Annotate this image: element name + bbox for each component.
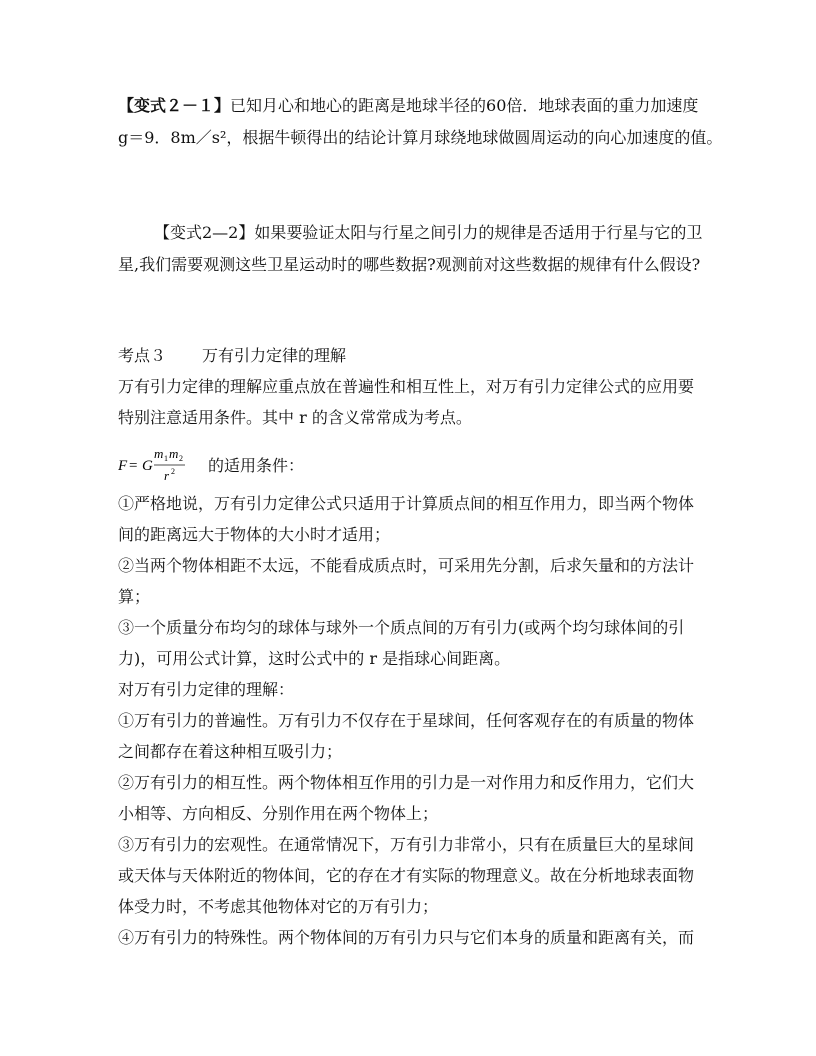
understanding-line-6: 或天体与天体附近的物体间，它的存在才有实际的物理意义。故在分析地球表面物	[118, 866, 695, 885]
variant-2-2-line-1	[154, 223, 702, 243]
variant-2-1-line-1	[118, 96, 698, 116]
section-heading-title: 万有引力定律的理解	[202, 346, 347, 365]
formula-equals: =	[129, 458, 138, 474]
formula-sub1: 1	[164, 454, 168, 463]
formula-G: G	[142, 458, 153, 474]
variant-2-2-text: 如果要验证太阳与行星之间引力的规律是否适用于行星与它的卫	[254, 223, 703, 242]
formula-F: F	[118, 458, 128, 474]
formula-m1: m	[154, 446, 164, 461]
understanding-line-2: 之间都存在着这种相互吸引力；	[118, 742, 343, 761]
variant-2-2-tag: 【变式2—2】	[154, 223, 255, 242]
condition-line-6: 力)，可用公式计算，这时公式中的 r 是指球心间距离。	[118, 649, 511, 668]
formula-graphic	[118, 444, 204, 484]
understanding-line-3: ②万有引力的相互性。两个物体相互作用的引力是一对作用力和反作用力，它们大	[118, 773, 695, 792]
understanding-line-7: 体受力时，不考虑其他物体对它的万有引力；	[118, 897, 439, 916]
understanding-line-4: 小相等、方向相反、分别作用在两个物体上；	[118, 804, 439, 823]
gravitation-formula	[118, 444, 304, 484]
variant-2-1-line-2: g＝9．8m／s²，根据牛顿得出的结论计算月球绕地球做圆周运动的向心加速度的值。	[118, 128, 723, 147]
understanding-line-8: ④万有引力的特殊性。两个物体间的万有引力只与它们本身的质量和距离有关，而	[118, 928, 695, 947]
section-heading-number: 考点３	[118, 346, 167, 365]
variant-2-1-text: 已知月心和地心的距离是地球半径的60倍．地球表面的重力加速度	[230, 96, 699, 115]
formula-m2: m	[169, 446, 179, 461]
variant-2-1-tag: 【变式２－１】	[118, 96, 231, 115]
condition-line-3: ②当两个物体相距不太远，不能看成质点时，可采用先分割，后求矢量和的方法计	[118, 556, 695, 575]
condition-line-1: ①严格地说，万有引力定律公式只适用于计算质点间的相互作用力，即当两个物体	[118, 494, 695, 513]
condition-line-2: 间的距离远大于物体的大小时才适用；	[118, 525, 391, 544]
formula-r: r	[164, 468, 170, 483]
formula-applicability-label: 的适用条件：	[208, 455, 305, 475]
section-heading	[118, 346, 346, 366]
understanding-heading: 对万有引力定律的理解：	[118, 680, 295, 699]
formula-sub2: 2	[179, 454, 183, 463]
understanding-line-1: ①万有引力的普遍性。万有引力不仅存在于星球间，任何客观存在的有质量的物体	[118, 711, 695, 730]
intro-line-2: 特别注意适用条件。其中 r 的含义常常成为考点。	[118, 408, 472, 427]
intro-line-1: 万有引力定律的理解应重点放在普遍性和相互性上，对万有引力定律公式的应用要	[118, 377, 695, 396]
condition-line-4: 算；	[118, 587, 151, 606]
formula-exponent: 2	[171, 467, 175, 476]
variant-2-2-line-2: 星,我们需要观测这些卫星运动时的哪些数据?观测前对这些数据的规律有什么假设?	[118, 255, 701, 274]
understanding-line-5: ③万有引力的宏观性。在通常情况下，万有引力非常小，只有在质量巨大的星球间	[118, 835, 695, 854]
condition-line-5: ③一个质量分布均匀的球体与球外一个质点间的万有引力(或两个均匀球体间的引	[118, 618, 685, 637]
